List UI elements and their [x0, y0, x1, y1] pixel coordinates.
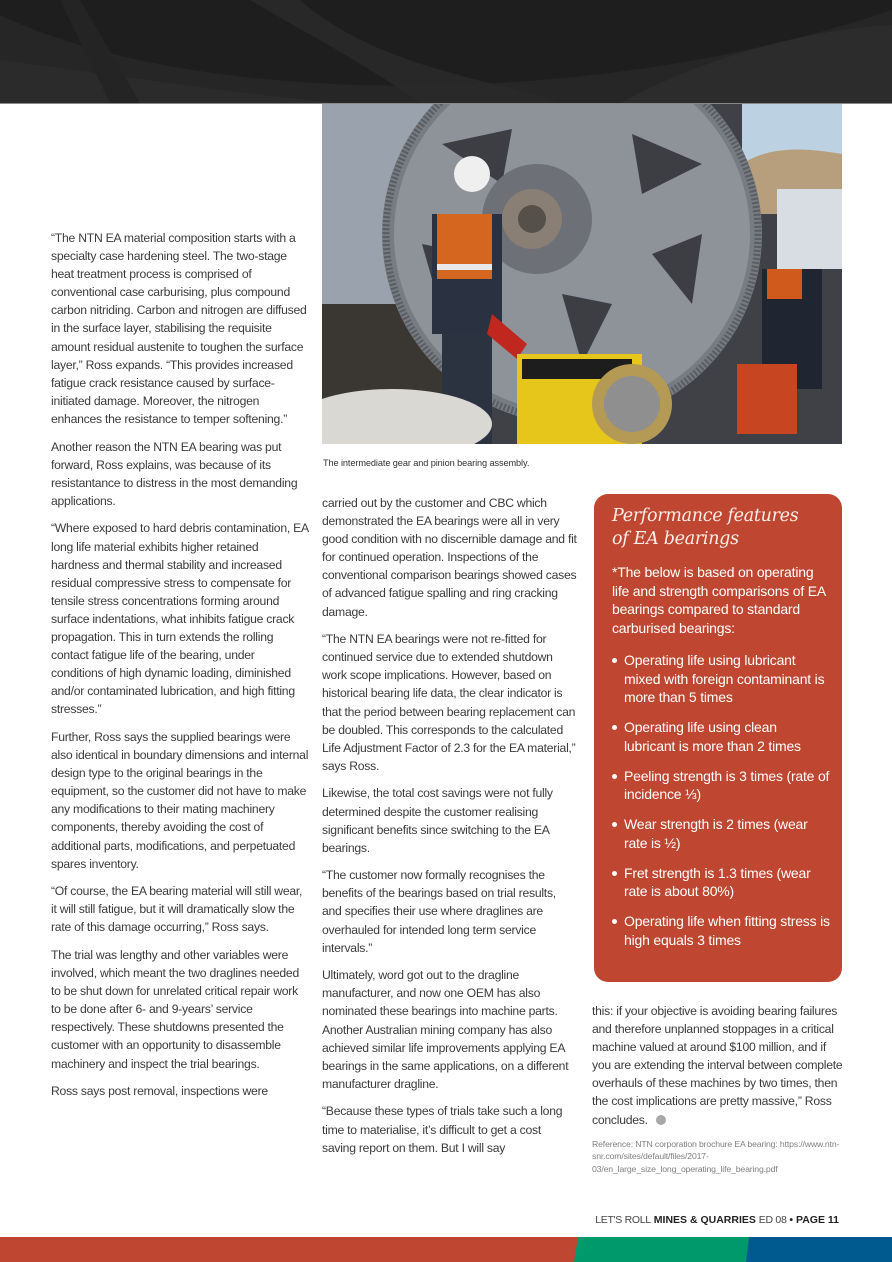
reference-note: Reference: NTN corporation brochure EA bearing: https://www.ntn-snr.com/sites/default/files/2017-03/en_large_size_long_operating_life_bearing.pdf — [592, 1139, 840, 1174]
feature-item: Operating life using lubricant mixed with foreign contaminant is more than 5 times — [612, 651, 830, 707]
page-footer — [595, 1214, 839, 1226]
gear-assembly-photo — [322, 104, 842, 444]
performance-features-callout — [594, 494, 842, 982]
callout-title-line-2: of EA bearings — [612, 529, 739, 549]
article-column-2 — [322, 494, 577, 1166]
banner-graphic — [0, 0, 892, 103]
footer-publication: MINES & QUARRIES — [653, 1214, 756, 1226]
paragraph: “Where exposed to hard debris contamination, EA long life material exhibits higher retained hardness and thermal stability and increased residual compressive stress to compensate for tensile stress concentrations forming around surface indentations, what inhibits fatigue crack propagation. This in turn extends the rolling contact fatigue life of the bearing, under conditions of high dynamic loading, diminished and/or contaminated lubrication, and high fitting stresses.” — [51, 521, 309, 717]
feature-item: Fret strength is 1.3 times (wear rate is about 80%) — [612, 864, 830, 901]
footer-color-strip — [0, 1237, 892, 1262]
paragraph: Ultimately, word got out to the dragline manufacturer, and now one OEM has also nominated these bearings into machine parts. Another Australian mining company has also achieved similar life improvements applying EA bearings in the same applications, on a different manufacturer dragline. — [322, 968, 569, 1091]
feature-item: Operating life when fitting stress is high equals 3 times — [612, 912, 830, 949]
paragraph: Further, Ross says the supplied bearings were also identical in boundary dimensions and internal design type to the original bearings in the equipment, so the customer did not have to make any modifications to their mating machinery components, thereby avoiding the cost of additional parts, modifications, and perpetuated spares inventory. — [51, 729, 309, 871]
callout-title — [612, 505, 830, 551]
footer-edition: ED 08 — [758, 1214, 787, 1226]
photo-caption: The intermediate gear and pinion bearing assembly. — [323, 458, 530, 468]
callout-title-line-1: Performance features — [612, 506, 799, 526]
photo-illustration — [322, 104, 842, 444]
footer-section: LET'S ROLL — [595, 1214, 651, 1226]
article-column-1 — [51, 229, 309, 1110]
paragraph: Another reason the NTN EA bearing was put forward, Ross explains, was because of its resistantance to distress in the most demanding applications. — [51, 439, 298, 508]
footer-page-number: • PAGE 11 — [789, 1214, 839, 1226]
feature-item: Wear strength is 2 times (wear rate is ½) — [612, 815, 830, 852]
end-of-article-dot-icon — [656, 1115, 666, 1125]
paragraph: “The customer now formally recognises the benefits of the bearings based on trial results, and specifies their use where draglines are overhauled for intended long term service intervals.” — [322, 868, 556, 955]
feature-item: Operating life using clean lubricant is more than 2 times — [612, 718, 830, 755]
paragraph: this: if your objective is avoiding bearing failures and therefore unplanned stoppages in a critical machine valued at around $100 million, and if you are extending the interval between complete overhauls of these machines by two times, then the cost implications are pretty massive,” Ross concludes. — [592, 1004, 843, 1127]
paragraph: “The NTN EA material composition starts with a specialty case hardening steel. The two-stage heat treatment process is comprised of conventional case carburising, plus compound carbon nitriding. Carbon and nitrogen are diffused in the surface layer, stabilising the requisite amount residual austenite to toughen the surface layer,” Ross expands. “This provides increased fatigue crack resistance caused by surface-initiated damage. Moreover, the nitrogen enhances the resistance to temper softening.” — [51, 231, 307, 426]
paragraph: “Because these types of trials take such a long time to materialise, it’s difficult to get a cost saving report on them. But I will say — [322, 1104, 563, 1155]
article-column-3 — [592, 1002, 844, 1175]
paragraph: Likewise, the total cost savings were not fully determined despite the customer realising significant benefits since switching to the EA bearings. — [322, 786, 553, 855]
features-list — [612, 651, 830, 949]
paragraph: Ross says post removal, inspections were — [51, 1084, 268, 1099]
paragraph: “Of course, the EA bearing material will still wear, it will still fatigue, but it will dramatically slow the rate of this damage occurring,” Ross says. — [51, 884, 303, 935]
paragraph-conclusion — [592, 1002, 844, 1129]
paragraph: carried out by the customer and CBC which demonstrated the EA bearings were all in very good condition with no discernible damage and fit for continued operation. Inspections of the conventional comparison bearings showed cases of advanced fatigue spalling and ring cracking damage. — [322, 496, 577, 619]
header-banner — [0, 0, 892, 104]
paragraph: “The NTN EA bearings were not re-fitted for continued service due to extended shutdown work scope implications. However, based on historical bearing life data, the clear indicator is that the period between bearing replacement can be doubled. This corresponds to the calculated Life Adjustment Factor of 2.3 for the EA material,” says Ross. — [322, 632, 576, 773]
feature-item: Peeling strength is 3 times (rate of incidence ⅓) — [612, 767, 830, 804]
strip-blue — [746, 1237, 892, 1262]
callout-intro: *The below is based on operating life and strength comparisons of EA bearings compared to standard carburised bearings: — [612, 564, 826, 636]
paragraph: The trial was lengthy and other variables were involved, which meant the two draglines needed to be shut down for unrelated critical repair work to be done after 6- and 9-years’ service respectively. These shutdowns presented the customer with an opportunity to disassemble machinery and inspect the trial bearings. — [51, 947, 299, 1071]
